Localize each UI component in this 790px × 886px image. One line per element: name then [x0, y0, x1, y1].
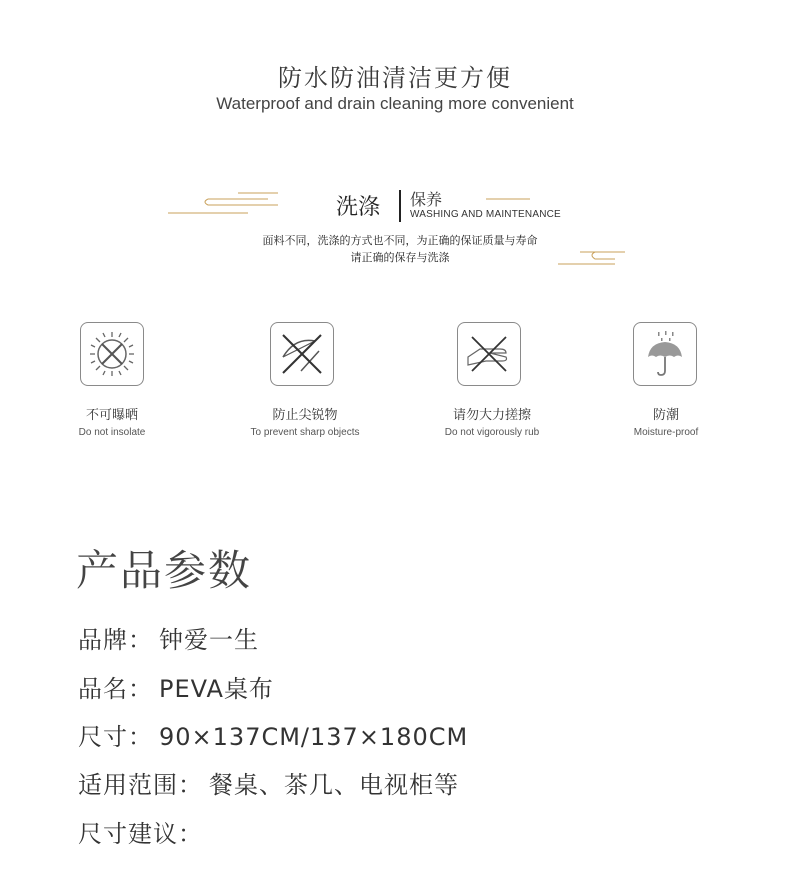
- param-label: 适用范围：: [78, 771, 203, 799]
- care-label-en: Do not vigorously rub: [444, 427, 540, 438]
- care-label-cn: 不可曝晒: [85, 408, 138, 423]
- no-sharp-objects-icon: [270, 322, 334, 386]
- param-label: 品牌：: [78, 626, 153, 654]
- param-value: 钟爱一生: [159, 626, 259, 654]
- param-product-name: [78, 669, 274, 704]
- care-icon-box: [633, 322, 697, 386]
- care-label-cn: 请勿大力搓擦: [452, 408, 531, 423]
- param-size: [78, 717, 468, 752]
- care-label-en: Moisture-proof: [633, 427, 699, 438]
- care-icon-box: [457, 322, 521, 386]
- care-label-cn: 防止尖锐物: [272, 408, 338, 423]
- no-sun-icon: [80, 322, 144, 386]
- care-label-en: Do not insolate: [78, 427, 146, 438]
- maintenance-title: 保养: [410, 190, 443, 209]
- care-icon-box: [80, 322, 144, 386]
- no-rub-icon: [457, 322, 521, 386]
- washing-description-line1: 面料不同，洗涤的方式也不同，为正确的保证质量与寿命: [262, 234, 538, 247]
- umbrella-rain-icon: [633, 322, 697, 386]
- care-label-en: To prevent sharp objects: [250, 427, 360, 438]
- washing-title: 洗涤: [336, 195, 381, 220]
- header-title: 防水防油清洁更方便: [278, 64, 512, 92]
- header-subtitle: Waterproof and drain cleaning more convenient: [216, 94, 574, 113]
- param-value: PEVA桌布: [159, 675, 274, 703]
- param-label: 尺寸建议：: [78, 820, 203, 848]
- care-label-cn: 防潮: [652, 408, 679, 423]
- maintenance-subtitle: WASHING AND MAINTENANCE: [410, 209, 561, 220]
- params-title: 产品参数: [76, 546, 253, 595]
- param-value: 90×137CM/137×180CM: [159, 723, 469, 751]
- washing-description-line2: 请正确的保存与洗涤: [350, 251, 450, 264]
- param-size-suggestion: [78, 814, 209, 849]
- care-icon-box: [270, 322, 334, 386]
- left-gold-wave-decoration: [168, 190, 288, 218]
- param-value: 餐桌、茶几、电视柜等: [209, 771, 459, 799]
- param-label: 尺寸：: [78, 723, 153, 751]
- param-brand: [78, 620, 259, 655]
- param-label: 品名：: [78, 675, 153, 703]
- param-usage: [78, 765, 459, 800]
- washing-divider: [399, 190, 401, 222]
